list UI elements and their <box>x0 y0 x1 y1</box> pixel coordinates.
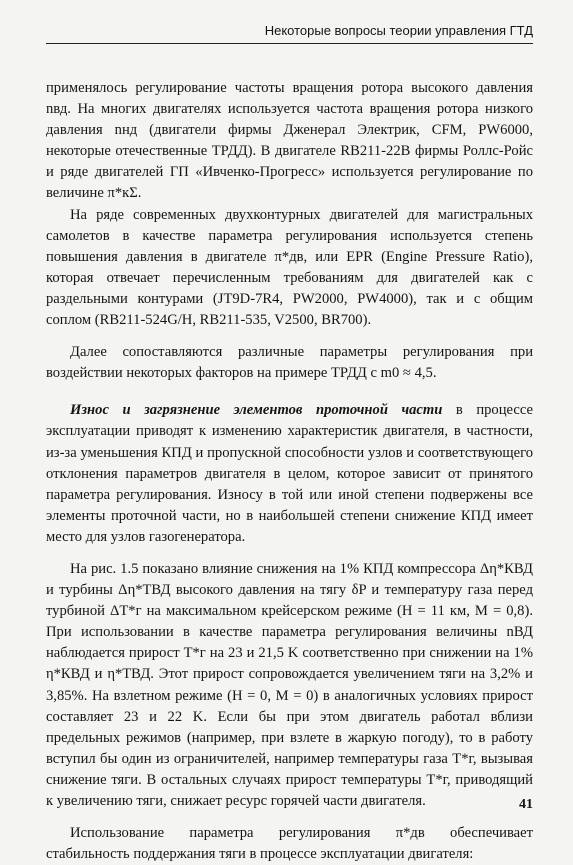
paragraph-3: Далее сопоставляются различные параметры регулирования при воздействии некоторых факторов на примере ТРДД с m0 ≈ 4,5. <box>46 344 533 382</box>
running-header: Некоторые вопросы теории управления ГТД <box>46 22 533 44</box>
paragraph-4-text: в процессе эксплуатации приводят к изменению характеристик двигателя, в частности, из-за уменьшения КПД и пропускной способности узлов и соответствующего отклонения параметров двигателя в целом, которое зависит от принятого параметра регулирования. Износу в той или иной степени подвержены все элементы проточной части, но в наибольшей степени снижение КПД имеет место для узлов газогенератора. <box>46 402 533 545</box>
paragraph-4 <box>46 400 533 548</box>
page-number: 41 <box>519 797 533 812</box>
paragraph-5: На рис. 1.5 показано влияние снижения на 1% КПД компрессора Δη*КВД и турбины Δη*ТВД высокого давления на тягу δP и температуру газа перед турбиной ΔT*г на максимальном крейсерском режиме (H = 11 км, M = 0,8). При использовании в качестве параметра регулирования величины nВД наблюдается прирост T*г на 23 и 21,5 K соответственно при снижении на 1% η*КВД и η*ТВД. Этот прирост сопровождается увеличением тяги на 3,2% и 3,85%. На взлетном режиме (H = 0, M = 0) в аналогичных условиях прирост составляет 23 и 22 K. Если бы при этом двигатель работал вблизи предельных режимов (например, при взлете в жаркую погоду), то в работу вступил бы один из ограничителей, например температуры газа T*г, вызывая снижение тяги. В остальных случаях прирост температуры T*г, приводящий к увеличению тяги, снижает ресурс горячей части двигателя. <box>46 560 533 809</box>
paragraph-2: На ряде современных двухконтурных двигателей для магистральных самолетов в качестве параметра регулирования используется степень повышения давления в двигателе π*дв, или EPR (Engine Pressure Ratio), которая отвечает перечисленным требованиям для двигателей как с раздельными контурами (JT9D-7R4, PW2000, PW4000), так и с общим соплом (RB211-524G/H, RB211-535, V2500, BR700). <box>46 206 533 329</box>
paragraph-1: применялось регулирование частоты вращения ротора высокого давления nвд. На многих двигателях используется частота вращения ротора низкого давления nнд (двигатели фирмы Дженерал Электрик, CFM, PW6000, некоторые отечественные ТРДД). В двигателе RB211-22B фирмы Роллс-Ройс и ряде двигателей ГП «Ивченко-Прогресс» используется регулирование по величине π*кΣ. <box>46 80 533 202</box>
body-text <box>46 78 533 865</box>
section-lead-in: Износ и загрязнение элементов проточной части <box>70 402 443 419</box>
paragraph-6: Использование параметра регулирования π*дв обеспечивает стабильность поддержания тяги в процессе эксплуатации двигателя: <box>46 825 533 863</box>
